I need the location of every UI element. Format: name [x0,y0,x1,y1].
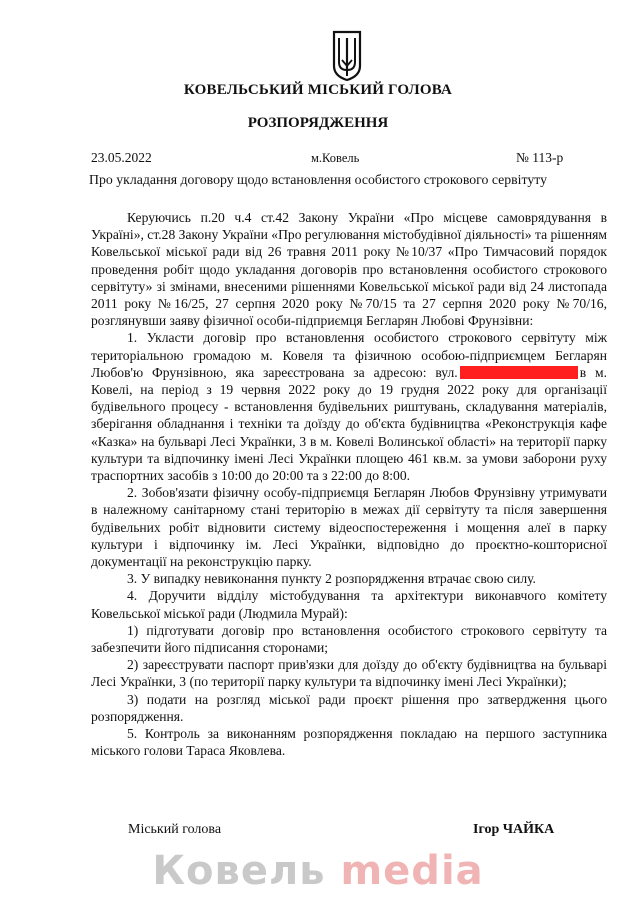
watermark-word-1: Ковель [152,848,326,894]
document-date: 23.05.2022 [91,150,152,165]
item-4-paragraph: 4. Доручити відділу містобудування та архітектури виконавчого комітету Ковельської міської ради (Людмила Мурай): [91,588,607,621]
document-type-title: РОЗПОРЯДЖЕННЯ [247,115,389,131]
trident-emblem-icon [330,30,364,82]
item-1-text-end: в м. Ковелі, на період з 19 червня 2022 року до 19 грудня 2022 року для організації будівельного процесу - встановлення будівельних риштувань, складування матеріалів, зберігання обладнання і техніки та доїзду до об'єкта будівництва «Реконструкція кафе «Казка» на бульварі Лесі Українки, 3 в м. Ковелі Волинської області» на території парку культури та відпочинку імені Лесі Українки площею 461 кв.м. за умови заборони руху траспортних засобів з 10:00 до 20:00 та з 22:00 до 8:00. [91,364,608,484]
watermark-word-2: media [340,848,484,894]
item-4-1-paragraph: 1) підготувати договір про встановлення особистого строкового сервітуту та забезпечити його підписання сторонами; [91,622,607,656]
organization-title: КОВЕЛЬСЬКИЙ МІСЬКИЙ ГОЛОВА [183,82,453,98]
item-5-paragraph: 5. Контроль за виконанням розпорядження покладаю на першого заступника міського голови Тараса Яковлева. [91,726,607,759]
document-place: м.Ковель [311,151,360,165]
document-number: № 113-р [516,150,564,165]
item-4-3-paragraph: 3) подати на розгляд міської ради проєкт рішення про затвердження цього розпорядження. [91,691,607,724]
document-subject: Про укладання договору щодо встановлення особистого строкового сервітуту [89,172,547,187]
item-2-paragraph: 2. Зобов'язати фізичну особу-підприємця Бегларян Любов Фрунзівну утримувати в належному санітарному стані територію в межах дії сервітуту та після завершення будівельних робіт відновити систему відеоспостереження і мощення алеї в парку культури і відпочинку ім. Лесі Українки, відповідно до проєктно-кошторисної документації на реконструкцію парку. [91,485,607,570]
item-1-text-start: 1. Укласти договір про встановлення особистого строкового сервітуту між територіальною громадою м. Ковеля та фізичною особою-підприємцем Бегларян Любов'ю Фрунзівною, яка зареєстрована за адресою: вул. [91,330,607,380]
item-3-paragraph: 3. У випадку невиконання пункту 2 розпорядження втрачає свою силу. [127,571,536,587]
document-body [91,209,607,760]
redacted-address-block [460,366,578,379]
signature-position: Міський голова [128,822,222,837]
signature-name: Ігор ЧАЙКА [473,822,555,837]
item-1-paragraph [91,329,607,484]
watermark [0,848,636,894]
item-4-2-paragraph: 2) зареєструвати паспорт прив'язки для доїзду до об'єкту будівництва на бульварі Лесі Українки, 3 (по території парку культури та відпочинку імені Лесі Українки); [91,657,607,690]
preamble-paragraph: Керуючись п.20 ч.4 ст.42 Закону України «Про місцеве самоврядування в Україні», ст.28 Закону України «Про регулювання містобудівної діяльності» та рішенням Ковельської міської ради від 26 травня 2011 року №10/37 «Про Тимчасовий порядок проведення робіт щодо укладання договорів про встановлення особистого строкового сервітуту» зі змінами, внесеними рішеннями Ковельської міської ради від 24 листопада 2011 року №16/25, 27 серпня 2020 року №70/15 та 27 серпня 2020 року №70/16, розглянувши заяву фізичної особи-підприємця Бегларян Любові Фрунзівни: [91,210,607,329]
